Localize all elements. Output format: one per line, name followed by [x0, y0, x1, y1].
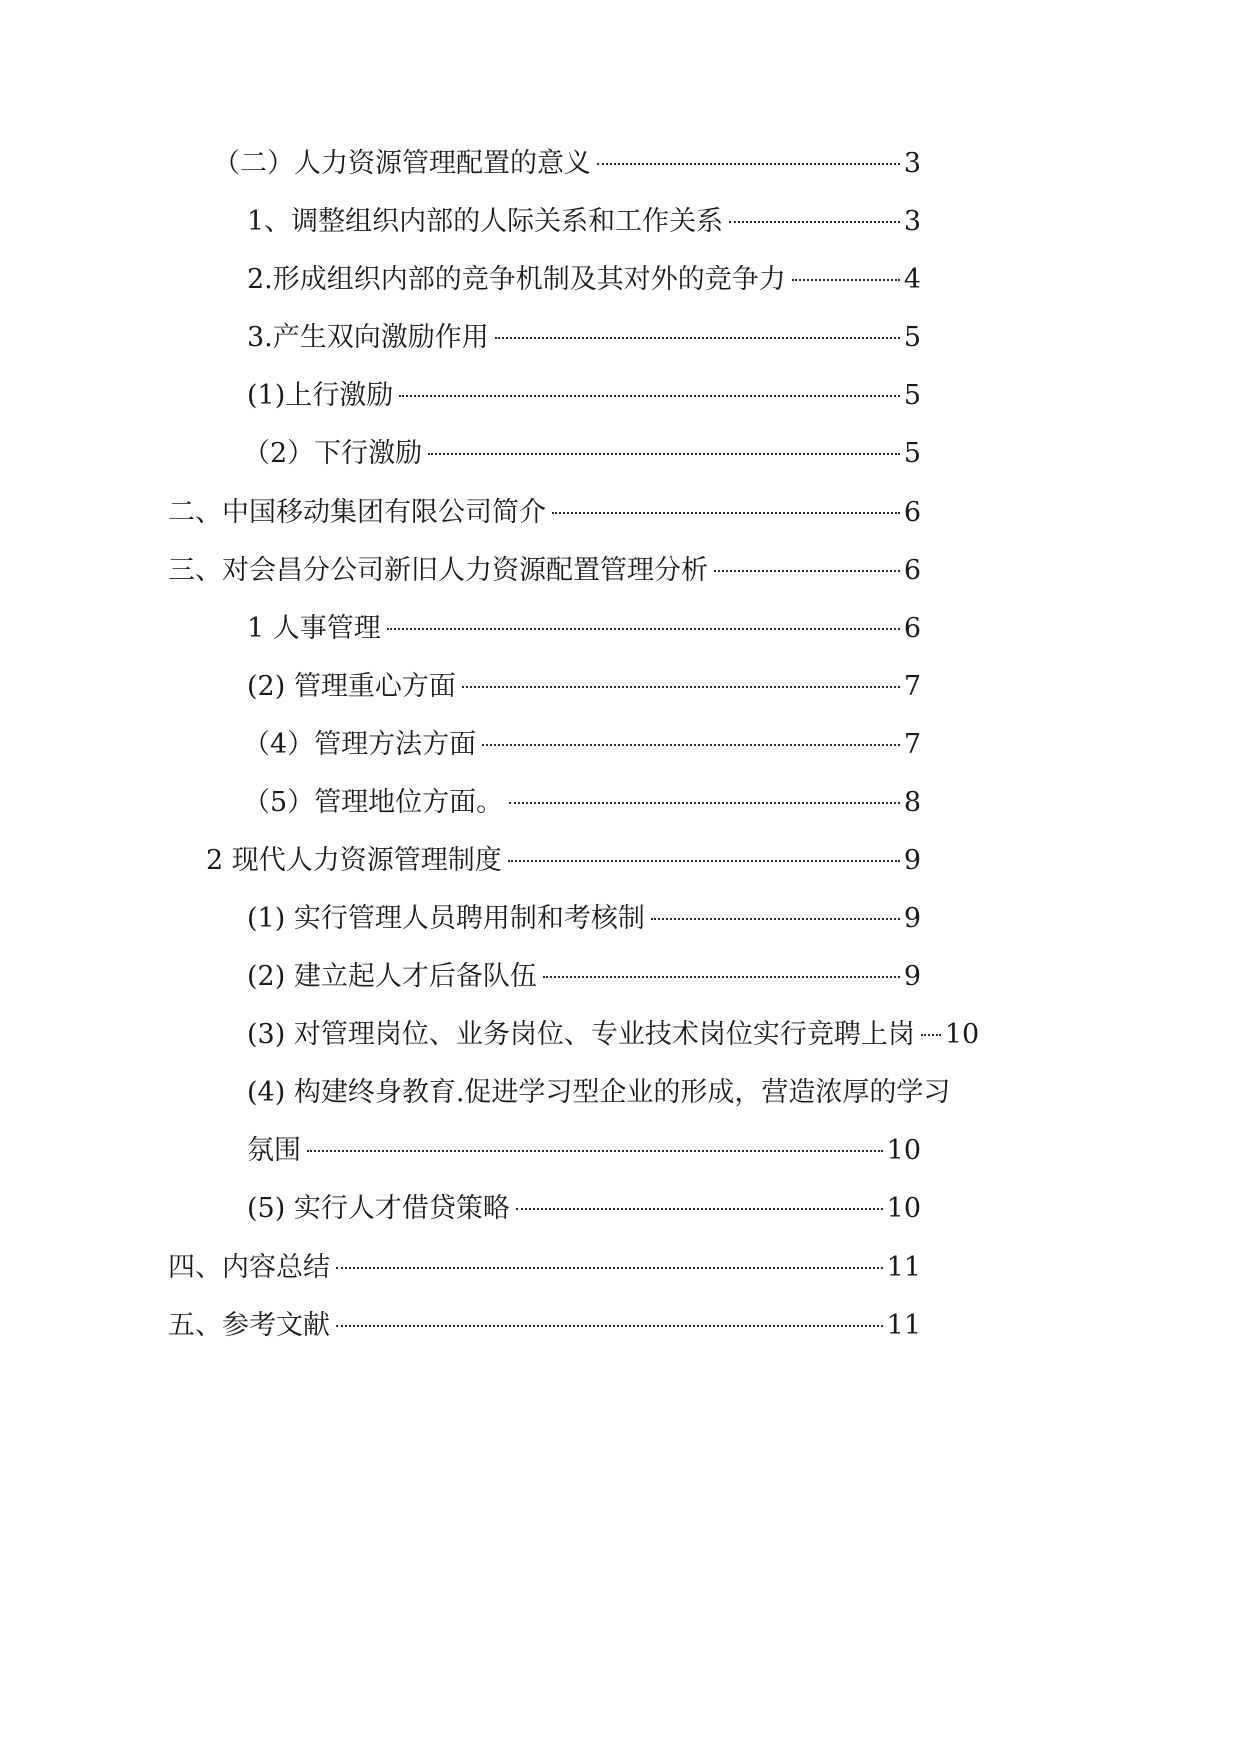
toc-dot-leader: [792, 279, 900, 281]
toc-entry-title: 3.产生双向激励作用: [247, 322, 489, 353]
toc-entry[interactable]: [243, 725, 921, 765]
toc-entry[interactable]: [247, 1073, 951, 1113]
toc-dot-leader: [597, 163, 900, 165]
toc-entry[interactable]: [213, 144, 921, 184]
toc-dot-leader: [509, 802, 900, 804]
toc-page-number: 6: [903, 613, 921, 644]
toc-entry[interactable]: [247, 899, 921, 939]
toc-dot-leader: [482, 744, 900, 746]
toc-entry-title: 氛围: [247, 1135, 301, 1166]
toc-entry[interactable]: [243, 783, 921, 823]
toc-entry[interactable]: [247, 609, 921, 649]
toc-dot-leader: [714, 570, 900, 572]
toc-entry-title: 2.形成组织内部的竞争机制及其对外的竞争力: [247, 264, 786, 295]
toc-entry-title: (1)上行激励: [247, 380, 394, 411]
toc-entry-title: (2) 管理重心方面: [247, 671, 456, 702]
toc-page-number: 10: [886, 1193, 921, 1224]
toc-dot-leader: [307, 1150, 883, 1152]
toc-page-number: 5: [903, 322, 921, 353]
toc-entry-title: 2 现代人力资源管理制度: [206, 845, 502, 876]
toc-page-number: 6: [903, 497, 921, 528]
toc-dot-leader: [921, 1034, 941, 1036]
toc-dot-leader: [516, 1208, 883, 1210]
toc-page-number: 3: [903, 148, 921, 179]
toc-dot-leader: [336, 1325, 883, 1327]
toc-entry[interactable]: [168, 1248, 921, 1288]
toc-entry[interactable]: [168, 551, 921, 591]
toc-entry-title: （2）下行激励: [243, 438, 423, 469]
toc-entry[interactable]: [247, 1189, 921, 1229]
toc-entry-title: 1 人事管理: [247, 613, 381, 644]
toc-entry[interactable]: [247, 957, 921, 997]
toc-page-number: 8: [903, 787, 921, 818]
toc-page-number: 10: [886, 1135, 921, 1166]
toc-dot-leader: [552, 512, 900, 514]
toc-page-number: 4: [903, 264, 921, 295]
toc-entry-title: (2) 建立起人才后备队伍: [247, 961, 537, 992]
toc-entry[interactable]: [168, 1306, 921, 1346]
toc-entry-title: （5）管理地位方面。: [243, 787, 504, 818]
toc-entry[interactable]: [247, 202, 921, 242]
toc-page-number: 9: [903, 903, 921, 934]
toc-entry-title: 五、参考文献: [168, 1310, 330, 1341]
toc-entry-title: 1、调整组织内部的人际关系和工作关系: [247, 206, 724, 237]
toc-entry-title: (3) 对管理岗位、业务岗位、专业技术岗位实行竞聘上岗: [247, 1019, 915, 1050]
toc-page-number: 7: [903, 671, 921, 702]
toc-entry-title: (4) 构建终身教育.促进学习型企业的形成，营造浓厚的学习: [247, 1077, 951, 1108]
toc-dot-leader: [428, 453, 900, 455]
toc-entry[interactable]: [243, 434, 921, 474]
toc-dot-leader: [729, 221, 900, 223]
toc-dot-leader: [508, 860, 900, 862]
toc-page-number: 10: [944, 1019, 980, 1050]
toc-page-number: 6: [903, 555, 921, 586]
toc-entry[interactable]: [247, 318, 921, 358]
toc-entry[interactable]: [247, 260, 921, 300]
toc-page-number: 5: [903, 380, 921, 411]
toc-dot-leader: [387, 628, 900, 630]
toc-entry[interactable]: [247, 376, 921, 416]
toc-entry-title: 二、中国移动集团有限公司简介: [168, 497, 546, 528]
toc-page-number: 3: [903, 206, 921, 237]
toc-dot-leader: [336, 1267, 883, 1269]
toc-page-number: 5: [903, 438, 921, 469]
toc-entry-title: 三、对会昌分公司新旧人力资源配置管理分析: [168, 555, 708, 586]
toc-entry[interactable]: [168, 493, 921, 533]
toc-entry-title: (1) 实行管理人员聘用制和考核制: [247, 903, 645, 934]
toc-entry[interactable]: [247, 667, 921, 707]
toc-entry[interactable]: [247, 1015, 980, 1055]
toc-entry-title: 四、内容总结: [168, 1252, 330, 1283]
toc-entry-title: （二）人力资源管理配置的意义: [213, 148, 591, 179]
toc-entry[interactable]: [206, 841, 921, 881]
toc-dot-leader: [651, 918, 900, 920]
toc-page-number: 11: [886, 1252, 921, 1283]
toc-entry-title: (5) 实行人才借贷策略: [247, 1193, 510, 1224]
toc-dot-leader: [543, 976, 900, 978]
toc-dot-leader: [399, 395, 900, 397]
toc-page-number: 11: [886, 1310, 921, 1341]
toc-entry-title: （4）管理方法方面: [243, 729, 477, 760]
toc-entry[interactable]: [247, 1131, 921, 1171]
toc-page-number: 9: [903, 845, 921, 876]
toc-dot-leader: [495, 337, 900, 339]
toc-page-number: 7: [903, 729, 921, 760]
toc-dot-leader: [462, 686, 900, 688]
toc-page-number: 9: [903, 961, 921, 992]
